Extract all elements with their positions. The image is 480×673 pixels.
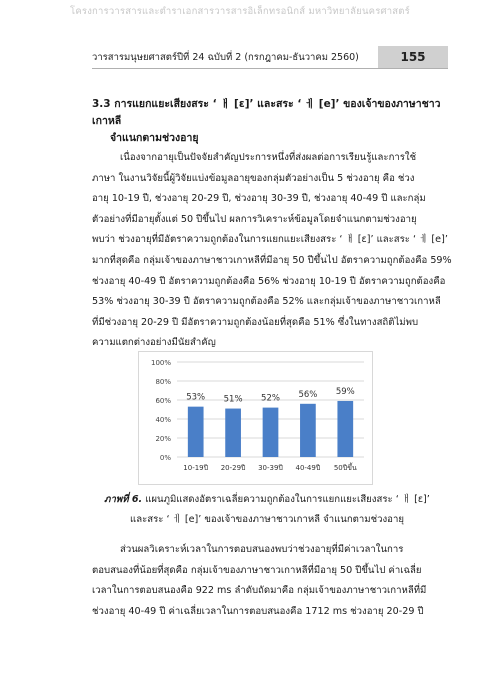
x-tick-label: 40-49ปี <box>295 464 321 472</box>
paragraph-line: ส่วนผลวิเคราะห์เวลาในการตอบสนองพบว่าช่วงอายุที่มีค่าเวลาในการ <box>120 544 404 555</box>
x-tick-label: 50ปีขึ้น <box>333 464 357 472</box>
paragraph-line: ช่วงอายุ 40-49 ปี อัตราความถูกต้องคือ 56% ช่วงอายุ 10-19 ปี อัตราความถูกต้องคือ <box>92 275 446 287</box>
paragraph-line: ตัวอย่างที่มีอายุตั้งแต่ 50 ปีขึ้นไป ผลการวิเคราะห์ข้อมูลโดยจำแนกตามช่วงอายุ <box>92 213 417 225</box>
paragraph-line: ช่วงอายุ 40-49 ปี ค่าเฉลี่ยเวลาในการตอบสนองคือ 1712 ms ช่วงอายุ 20-29 ปี <box>92 605 424 617</box>
data-label: 52% <box>261 393 280 404</box>
caption-text: แผนภูมิแสดงอัตราเฉลี่ยความถูกต้องในการแยกแยะเสียงสระ ‘ ㅐ [ɛ]’ <box>142 494 430 505</box>
header-divider <box>92 68 448 69</box>
paragraph-line: เนื่องจากอายุเป็นปัจจัยสำคัญประการหนึ่งที่ส่งผลต่อการเรียนรู้และการใช้ <box>120 152 417 163</box>
y-tick-label: 100% <box>150 359 171 367</box>
accuracy-bar-chart <box>138 351 373 485</box>
paragraph-line: อายุ 10-19 ปี, ช่วงอายุ 20-29 ปี, ช่วงอายุ 30-39 ปี, ช่วงอายุ 40-49 ปี และกลุ่ม <box>92 193 426 205</box>
x-tick-label: 20-29ปี <box>220 464 246 472</box>
x-tick-label: 10-19ปี <box>183 464 209 472</box>
paragraph-line: 53% ช่วงอายุ 30-39 ปี อัตราความถูกต้องคือ 52% และกลุ่มเจ้าของภาษาชาวเกาหลี <box>92 296 441 308</box>
section-heading-line2: จำแนกตามช่วงอายุ <box>110 132 199 144</box>
y-tick-label: 0% <box>159 454 171 462</box>
bar <box>337 401 353 457</box>
data-label: 51% <box>223 394 243 405</box>
y-tick-label: 40% <box>155 416 171 424</box>
y-tick-label: 60% <box>155 397 171 405</box>
data-label: 59% <box>335 386 355 397</box>
watermark: โครงการวารสารและตำราเอกสารวารสารอิเล็กทรอนิกส์ มหาวิทยาลัยนครศาสตร์ <box>70 6 410 17</box>
paragraph-line: ตอบสนองที่น้อยที่สุดคือ กลุ่มเจ้าของภาษาชาวเกาหลีที่มีอายุ 50 ปีขึ้นไป ค่าเฉลี่ย <box>92 564 422 576</box>
paragraph-1 <box>92 148 452 354</box>
bar <box>263 408 279 457</box>
x-tick-label: 30-39ปี <box>258 464 283 472</box>
paragraph-line: ความแตกต่างอย่างมีนัยสำคัญ <box>92 337 216 349</box>
section-heading <box>92 96 452 147</box>
paragraph-line: ที่มีช่วงอายุ 20-29 ปี มีอัตราความถูกต้องน้อยที่สุดคือ 51% ซึ่งในทางสถิติไม่พบ <box>92 316 419 328</box>
figure-caption <box>92 490 442 530</box>
bar <box>300 404 316 457</box>
paragraph-line: เวลาในการตอบสนองคือ 922 ms ลำดับถัดมาคือ กลุ่มเจ้าของภาษาชาวเกาหลีที่มี <box>92 585 427 597</box>
section-heading-line1: 3.3 การแยกแยะเสียงสระ ‘ ㅐ [ɛ]’ และสระ ‘ ㅔ [e]’ ของเจ้าของภาษาชาวเกาหลี <box>92 98 441 127</box>
y-tick-label: 80% <box>155 378 171 386</box>
paragraph-line: มากที่สุดคือ กลุ่มเจ้าของภาษาชาวเกาหลีที่มีอายุ 50 ปีขึ้นไป อัตราความถูกต้องคือ 59% <box>92 254 452 266</box>
data-label: 53% <box>186 392 206 403</box>
chart-svg <box>139 352 372 484</box>
journal-title: วารสารมนุษยศาสตร์ปีที่ 24 ฉบับที่ 2 (กรกฎาคม-ธันวาคม 2560) <box>92 52 359 63</box>
bar <box>188 407 204 457</box>
running-header <box>92 46 448 68</box>
y-tick-label: 20% <box>155 435 171 443</box>
bar <box>225 409 241 457</box>
figure-label: ภาพที่ 6. <box>104 494 143 505</box>
page-number: 155 <box>378 46 448 68</box>
caption-line1 <box>92 490 442 510</box>
paragraph-line: พบว่า ช่วงอายุที่มีอัตราความถูกต้องในการแยกแยะเสียงสระ ‘ ㅐ [ɛ]’ และสระ ‘ ㅔ [e]’ <box>92 234 448 246</box>
data-label: 56% <box>298 389 318 400</box>
paragraph-line: ภาษา ในงานวิจัยนี้ผู้วิจัยแบ่งข้อมูลอายุของกลุ่มตัวอย่างเป็น 5 ช่วงอายุ คือ ช่วง <box>92 172 415 184</box>
caption-line2: และสระ ‘ ㅔ [e]’ ของเจ้าของภาษาชาวเกาหลี จำแนกตามช่วงอายุ <box>130 514 404 525</box>
paragraph-2 <box>92 540 442 622</box>
